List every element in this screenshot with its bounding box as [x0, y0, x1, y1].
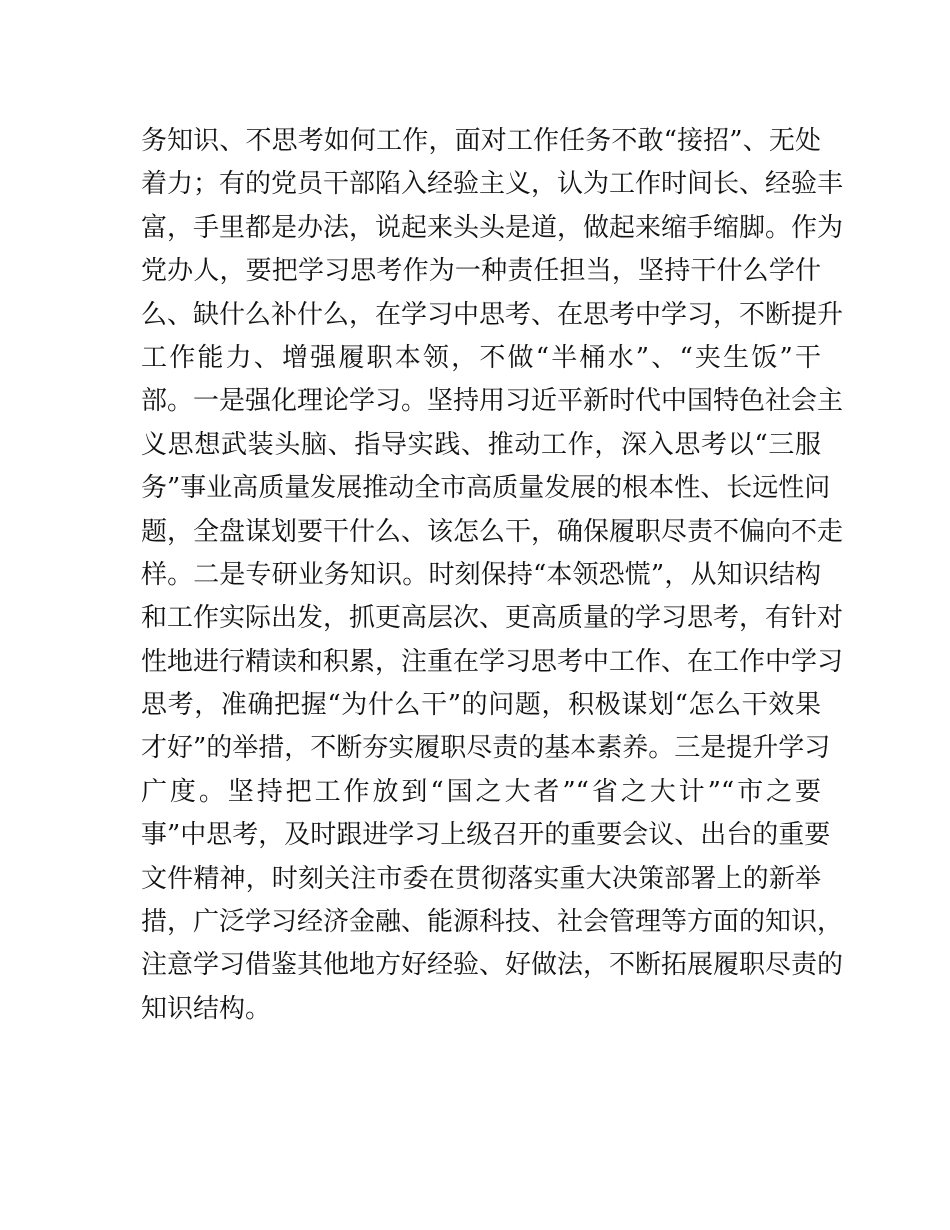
- text-line: 工作能力、增强履职本领，不做“半桶水”、“夹生饭”干: [141, 342, 821, 373]
- text-line: 事”中思考，及时跟进学习上级召开的重要会议、出台的重要: [141, 820, 831, 851]
- text-line: 文件精神，时刻关注市委在贯彻落实重大决策部署上的新举: [141, 863, 821, 894]
- text-line: 和工作实际出发，抓更高层次、更高质量的学习思考，有针对: [141, 603, 844, 634]
- text-line: 措，广泛学习经济金融、能源科技、社会管理等方面的知识，: [141, 907, 844, 938]
- text-line: 富，手里都是办法，说起来头头是道，做起来缩手缩脚。作为: [141, 212, 844, 243]
- text-line: 知识结构。: [141, 993, 272, 1024]
- text-line: 务知识、不思考如何工作，面对工作任务不敢“接招”、无处: [141, 126, 821, 156]
- text-line: 思考，准确把握“为什么干”的问题，积极谋划“怎么干效果: [141, 690, 821, 721]
- text-line: 广度。坚持把工作放到“国之大者”“省之大计”“市之要: [141, 776, 821, 807]
- body-paragraph: [141, 120, 844, 1031]
- text-line: 着力；有的党员干部陷入经验主义，认为工作时间长、经验丰: [141, 169, 844, 200]
- text-line: 么、缺什么补什么，在学习中思考、在思考中学习，不断提升: [141, 299, 844, 330]
- text-line: 注意学习借鉴其他地方好经验、好做法，不断拓展履职尽责的: [141, 950, 844, 981]
- text-line: 样。二是专研业务知识。时刻保持“本领恐慌”，从知识结构: [141, 559, 821, 590]
- text-line: 义思想武装头脑、指导实践、推动工作，深入思考以“三服: [141, 429, 821, 460]
- text-line: 性地进行精读和积累，注重在学习思考中工作、在工作中学习: [141, 646, 844, 677]
- text-line: 部。一是强化理论学习。坚持用习近平新时代中国特色社会主: [141, 386, 844, 417]
- text-line: 才好”的举措，不断夯实履职尽责的基本素养。三是提升学习: [141, 733, 831, 764]
- text-line: 党办人，要把学习思考作为一种责任担当，坚持干什么学什: [141, 256, 821, 287]
- text-line: 题，全盘谋划要干什么、该怎么干，确保履职尽责不偏向不走: [141, 516, 844, 547]
- text-line: 务”事业高质量发展推动全市高质量发展的根本性、长远性问: [141, 473, 831, 504]
